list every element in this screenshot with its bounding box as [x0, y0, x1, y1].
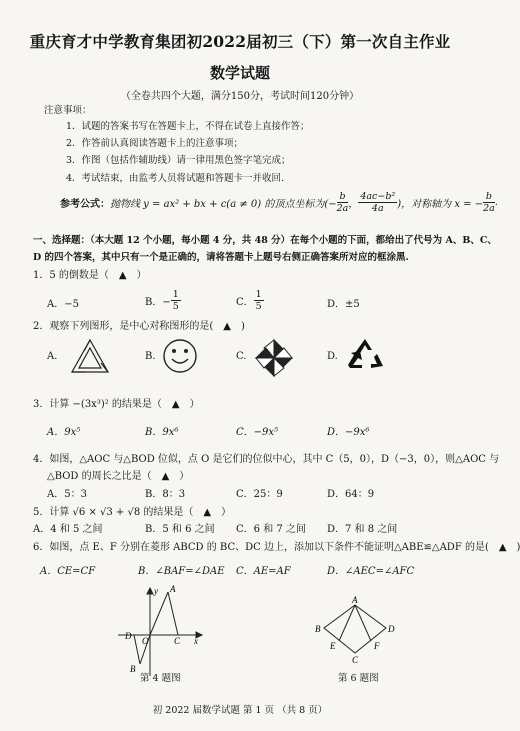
q3-option-d: D．−9x⁶	[327, 427, 370, 438]
q3-option-a: A．9x⁵	[47, 427, 81, 438]
fig6-label-c: C	[352, 655, 359, 665]
q3-stem: 3．计算 −(3x³)² 的结果是（ ▲ ）	[33, 399, 200, 410]
q6-option-c: C．AE=AF	[236, 566, 291, 577]
note-item: 3．作图（包括作辅助线）请一律用黑色签字笔完成；	[66, 155, 291, 166]
q4-stem-line2: △BOD 的周长之比是（ ▲ ）	[47, 471, 190, 482]
formula-period: .	[494, 197, 498, 208]
subject-title: 数学试题	[209, 64, 270, 82]
fig4-caption: 第 4 题图	[140, 673, 181, 684]
q1-option-d: D．±5	[327, 299, 360, 310]
fig4-label-x: x	[194, 636, 198, 646]
fig6-label-a: A	[352, 595, 358, 605]
section1-line1: 一、选择题：（本大题 12 个小题，每小题 4 分，共 48 分）在每个小题的下面，都给出了代号为 A、B、C、	[33, 235, 497, 246]
q5-stem: 5．计算 √6 × √3 + √8 的结果是（ ▲ ）	[33, 507, 232, 518]
q2-option-c: C.	[236, 351, 247, 362]
formula-label: 参考公式：	[60, 199, 110, 210]
q3-option-c: C．−9x⁵	[236, 427, 279, 438]
q6-option-a: A．CE=CF	[40, 566, 96, 577]
exam-title: 重庆育才中学教育集团初2022届初三（下）第一次自主作业	[29, 32, 451, 51]
section1-line2: D 的四个答案，其中只有一个是正确的，请将答题卡上题号右侧正确答案所对应的框涂黑.	[33, 252, 409, 263]
notes-heading: 注意事项：	[44, 105, 92, 116]
note-item: 2．作答前认真阅读答题卡上的注意事项；	[66, 138, 244, 149]
q4-option-a: A．5：3	[47, 489, 87, 500]
formula-text-2: )，对称轴为 x = −	[397, 199, 484, 210]
page-footer: 初 2022 届数学试题 第 1 页 （共 8 页）	[152, 705, 328, 716]
formula-fraction: $\frac{\text{4ac−b²}}{4a}$	[360, 191, 396, 214]
fig6-caption: 第 6 题图	[338, 673, 379, 684]
recycle-icon	[344, 336, 386, 376]
figure-q6	[310, 595, 410, 665]
q6-stem: 6．如图，点 E、F 分别在菱形 ABCD 的 BC、DC 边上，添加以下条件不能证明△ABE≌△ADF 的是( ▲ )	[33, 542, 520, 553]
q2-stem: 2．观察下列图形，是中心对称图形的是( ▲ )	[33, 321, 245, 332]
q6-option-b: B．∠BAF=∠DAE	[138, 566, 225, 577]
fig4-label-d: D	[125, 631, 132, 641]
fig4-label-b: B	[130, 664, 136, 674]
q2-option-a: A.	[47, 351, 58, 362]
q1-option-a: A．−5	[47, 299, 79, 310]
q5-option-b: B．5 和 6 之间	[145, 524, 215, 535]
q1-option-b: B．− $\frac{1}{5}$	[145, 289, 179, 312]
q5-option-a: A．4 和 5 之间	[33, 524, 103, 535]
fig6-label-e: E	[330, 641, 336, 651]
formula-text-1: 抛物线 y = ax² + bx + c(a ≠ 0) 的顶点坐标为(−	[110, 199, 337, 210]
exam-subtitle: （全卷共四个大题，满分150分，考试时间120分钟）	[120, 91, 360, 102]
q6-option-d: D．∠AEC=∠AFC	[327, 566, 415, 577]
fig4-label-o: O	[142, 636, 149, 646]
q4-stem-line1: 4．如图，△AOC 与△BOD 位似，点 O 是它们的位似中心，其中 C（5，0），D（−3，0），则△AOC 与	[33, 454, 500, 465]
reference-formula	[60, 191, 498, 214]
pinwheel-icon	[254, 338, 294, 378]
fig6-label-b: B	[315, 624, 321, 634]
note-item: 1．试题的答案书写在答题卡上，不得在试卷上直接作答；	[66, 121, 310, 132]
note-item: 4．考试结束，由监考人员将试题和答题卡一并收回.	[66, 173, 285, 184]
formula-fraction: $\frac{b}{2a}$	[336, 191, 349, 214]
formula-fraction: $\frac{b}{2a}$	[483, 191, 495, 214]
fig4-label-y: y	[154, 586, 158, 596]
q5-option-c: C．6 和 7 之间	[236, 524, 306, 535]
formula-comma: ，	[348, 199, 359, 210]
fig4-label-c: C	[174, 636, 181, 646]
impossible-triangle-icon	[70, 338, 110, 376]
q5-option-d: D．7 和 8 之间	[327, 524, 398, 535]
q1-option-c: C． $\frac{1}{5}$	[236, 289, 262, 312]
q2-option-b: B.	[145, 351, 156, 362]
q4-option-c: C．25：9	[236, 489, 283, 500]
fig6-label-f: F	[374, 641, 380, 651]
fig4-label-a: A	[170, 584, 176, 594]
q2-option-d: D.	[327, 351, 338, 362]
q1-stem: 1．5 的倒数是（ ▲ ）	[33, 270, 147, 281]
fig6-label-d: D	[388, 624, 395, 634]
figure-q4	[110, 580, 210, 680]
q4-option-b: B．8：3	[145, 489, 186, 500]
q4-option-d: D．64：9	[327, 489, 375, 500]
q3-option-b: B．9x⁶	[145, 427, 179, 438]
smiley-face-icon	[162, 338, 198, 374]
